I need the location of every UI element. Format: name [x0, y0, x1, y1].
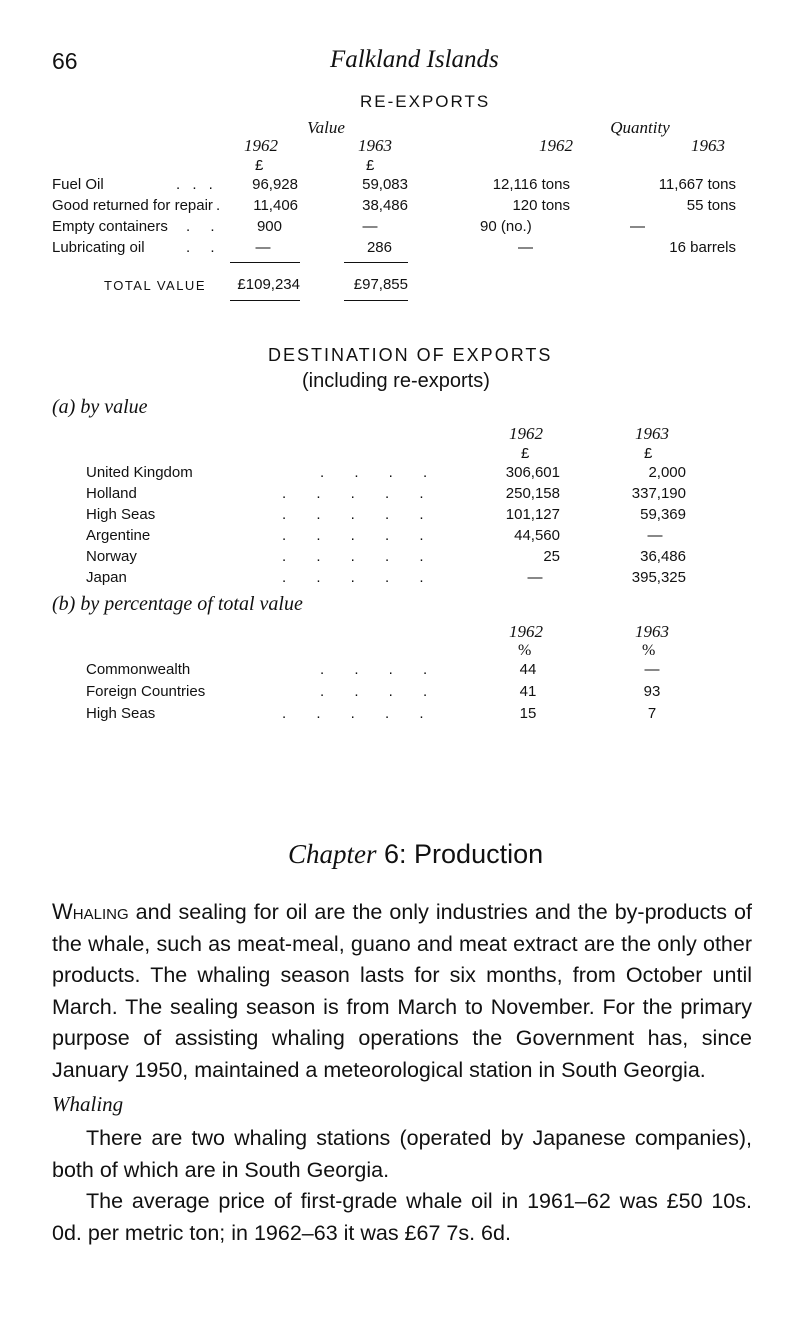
- value-1962: 11,406: [253, 197, 298, 214]
- value-1962: 44,560: [514, 527, 560, 544]
- by-value-heading: [52, 396, 148, 419]
- value-1963: —: [647, 527, 663, 544]
- percent-unit-1963: %: [642, 642, 656, 659]
- paragraph: There are two whaling stations (operated by Japanese companies), both of which are in South Georgia.: [52, 1126, 752, 1182]
- quantity-1962: 12,116 tons: [492, 176, 570, 193]
- chapter-heading: [288, 839, 543, 870]
- by-value-prefix: (a): [52, 396, 76, 418]
- currency-1962: £: [255, 157, 264, 174]
- intro-lead: Whaling: [52, 899, 129, 924]
- running-title: Falkland Islands: [330, 46, 499, 73]
- total-value-label: TOTAL VALUE: [104, 278, 206, 293]
- total-rule-1962: [230, 300, 300, 301]
- by-value-label: by value: [80, 396, 148, 418]
- by-percentage-label: by percentage of total value: [80, 593, 303, 615]
- leader-dots: . . . .: [320, 683, 441, 700]
- quantity-1963: 11,667 tons: [658, 176, 736, 193]
- by-value-currency-1963: £: [644, 445, 653, 462]
- total-1963: £97,855: [353, 276, 408, 293]
- percent-unit-1962: %: [518, 642, 532, 659]
- percent-1962: 15: [519, 705, 537, 722]
- destination-subtitle: (including re-exports): [302, 370, 490, 392]
- intro-paragraph: [52, 896, 752, 1082]
- country-label: High Seas: [86, 506, 156, 523]
- quantity-1963: 55 tons: [686, 197, 736, 214]
- value-1963: —: [362, 218, 378, 235]
- leader-dots: . . . . .: [282, 705, 437, 722]
- by-percentage-heading: [52, 593, 303, 616]
- intro-text: and sealing for oil are the only industries and the by-products of the whale, such as meat-meal, guano and meat extract are the only other products. The whaling season lasts for six months, from October until March. The sealing season is from March to November. For the primary purpose of assisting whaling operations the Government has, since January 1950, maintained a meteorological station in South Georgia.: [52, 900, 752, 1082]
- currency-1963: £: [366, 157, 375, 174]
- value-header: Value: [307, 118, 345, 137]
- quantity-1962: 120 tons: [512, 197, 570, 214]
- quantity-year-1962: 1962: [539, 136, 573, 155]
- country-label: United Kingdom: [86, 464, 193, 481]
- paragraph: The average price of first-grade whale oil in 1961–62 was £50 10s. 0d. per metric ton; in 1962–63 it was £67 7s. 6d.: [52, 1189, 752, 1245]
- country-label: Argentine: [86, 527, 151, 544]
- chapter-word: Chapter: [288, 839, 377, 869]
- value-1962: 101,127: [505, 506, 560, 523]
- subtotal-rule-1962: [230, 262, 300, 263]
- value-1962: 306,601: [505, 464, 560, 481]
- leader-dots: . . . .: [320, 464, 441, 481]
- value-1963: 286: [366, 239, 392, 256]
- reexport-label: Lubricating oil: [52, 239, 145, 256]
- chapter-title: 6: Production: [376, 839, 544, 869]
- reexport-label: Good returned for repair: [52, 197, 213, 214]
- value-1963: 337,190: [631, 485, 686, 502]
- group-label: Foreign Countries: [86, 683, 206, 700]
- leader-dots: . .: [186, 239, 223, 256]
- total-1962: £109,234: [237, 276, 300, 293]
- value-1963: 2,000: [648, 464, 686, 481]
- value-year-1963: 1963: [358, 136, 392, 155]
- value-1962: 96,928: [252, 176, 298, 193]
- by-value-year-1962: 1962: [509, 424, 543, 443]
- percent-1963: 7: [647, 705, 657, 722]
- value-1963: 36,486: [640, 548, 686, 565]
- leader-dots: . . . . .: [282, 506, 437, 523]
- leader-dots: .: [216, 197, 221, 214]
- by-percentage-year-1962: 1962: [509, 622, 543, 641]
- percent-1962: 44: [519, 661, 537, 678]
- by-percentage-year-1963: 1963: [635, 622, 669, 641]
- value-1962: 900: [256, 218, 282, 235]
- reexport-label: Empty containers: [52, 218, 168, 235]
- by-value-year-1963: 1963: [635, 424, 669, 443]
- quantity-1962: 90 (no.): [480, 218, 532, 235]
- leader-dots: . . . . .: [282, 569, 437, 586]
- leader-dots: . . . . .: [282, 485, 437, 502]
- quantity-1962: —: [518, 239, 533, 256]
- percent-1962: 41: [519, 683, 537, 700]
- leader-dots: . . .: [176, 176, 217, 193]
- leader-dots: . .: [186, 218, 223, 235]
- value-1962: —: [255, 239, 271, 256]
- country-label: Holland: [86, 485, 137, 502]
- quantity-1963: —: [630, 218, 645, 235]
- country-label: Japan: [86, 569, 127, 586]
- value-1963: 38,486: [362, 197, 408, 214]
- section-heading: Whaling: [52, 1092, 124, 1116]
- reexport-label: Fuel Oil: [52, 176, 104, 193]
- destination-title: DESTINATION OF EXPORTS: [268, 345, 553, 365]
- value-1962: —: [527, 569, 543, 586]
- reexports-title: RE-EXPORTS: [360, 92, 491, 111]
- value-year-1962: 1962: [244, 136, 278, 155]
- quantity-1963: 16 barrels: [669, 239, 736, 256]
- by-value-currency-1962: £: [521, 445, 530, 462]
- leader-dots: . . . . .: [282, 548, 437, 565]
- quantity-header: Quantity: [610, 118, 670, 137]
- percent-1963: —: [644, 661, 660, 678]
- total-rule-1963: [344, 300, 408, 301]
- group-label: Commonwealth: [86, 661, 191, 678]
- value-1963: 59,369: [640, 506, 686, 523]
- group-label: High Seas: [86, 705, 156, 722]
- value-1963: 59,083: [362, 176, 408, 193]
- country-label: Norway: [86, 548, 137, 565]
- percent-1963: 93: [643, 683, 661, 700]
- subtotal-rule-1963: [344, 262, 408, 263]
- leader-dots: . . . . .: [282, 527, 437, 544]
- value-1962: 250,158: [505, 485, 560, 502]
- value-1963: 395,325: [631, 569, 686, 586]
- page-number: 66: [52, 48, 78, 74]
- quantity-year-1963: 1963: [691, 136, 725, 155]
- value-1962: 25: [543, 548, 560, 565]
- leader-dots: . . . .: [320, 661, 441, 678]
- by-percentage-prefix: (b): [52, 593, 76, 615]
